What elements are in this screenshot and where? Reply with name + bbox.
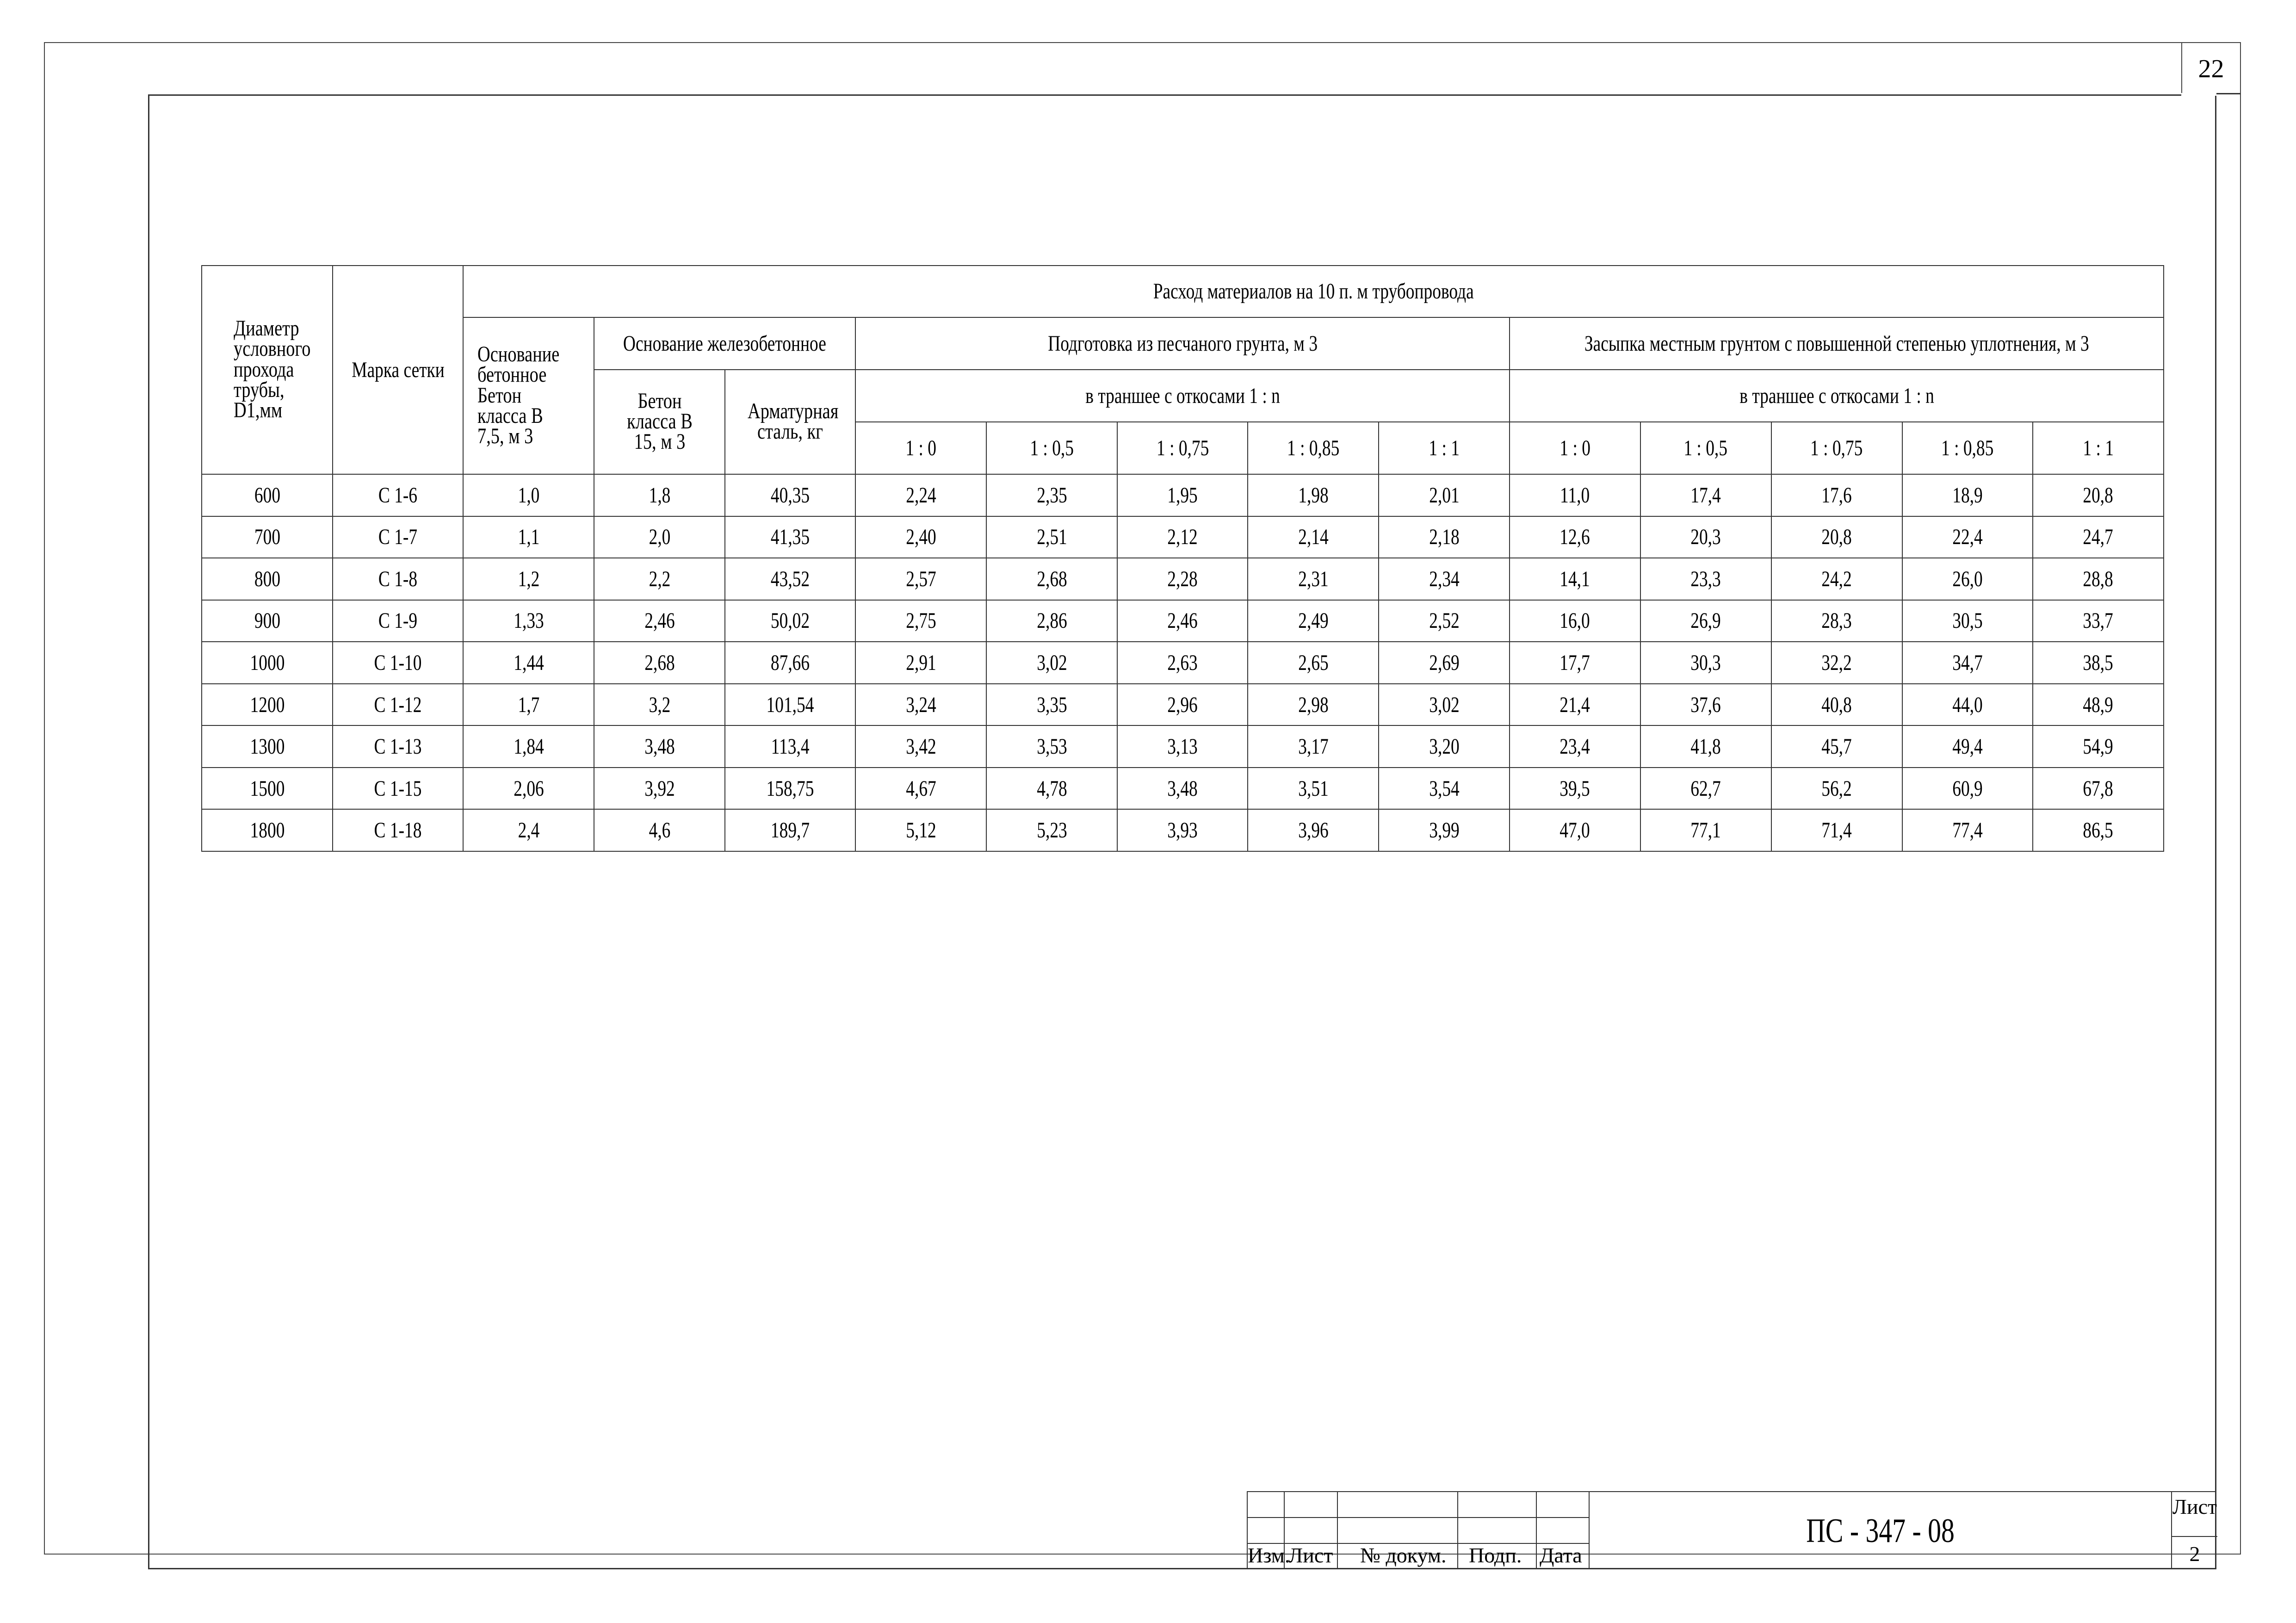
header-rc-steel: Арматурная сталь, кг: [725, 370, 855, 474]
slope-header: 1 : 0,75: [1771, 422, 1902, 474]
table-cell: 1300: [202, 725, 333, 768]
table-cell: 24,2: [1771, 558, 1902, 600]
table-cell: 113,4: [725, 725, 855, 768]
revision-grid: [1247, 1491, 1589, 1569]
table-cell: 3,02: [986, 642, 1117, 684]
table-cell: 24,7: [2033, 516, 2164, 558]
table-cell: 1,1: [463, 516, 594, 558]
table-cell: 56,2: [1771, 768, 1902, 810]
table-cell: 3,53: [986, 725, 1117, 768]
slope-header: 1 : 0,85: [1248, 422, 1379, 474]
table-cell: 37,6: [1640, 684, 1771, 726]
table-cell: 2,51: [986, 516, 1117, 558]
header-rc-concrete: Бетон класса В 15, м 3: [594, 370, 725, 474]
table-row: [202, 558, 2164, 600]
table-cell: 2,46: [1117, 600, 1248, 642]
table-cell: 3,02: [1379, 684, 1510, 726]
table-row: [202, 516, 2164, 558]
table-cell: 34,7: [1902, 642, 2033, 684]
slope-header: 1 : 0,75: [1117, 422, 1248, 474]
table-cell: 158,75: [725, 768, 855, 810]
table-cell: 5,12: [855, 809, 986, 851]
table-cell: 2,57: [855, 558, 986, 600]
table-cell: С 1-10: [333, 642, 463, 684]
sheet-box: [2171, 1491, 2216, 1569]
table-cell: 2,34: [1379, 558, 1510, 600]
table-cell: 700: [202, 516, 333, 558]
table-cell: 20,8: [1771, 516, 1902, 558]
header-backfill: Засыпка местным грунтом с повышенной степенью уплотнения, м 3: [1510, 317, 2164, 370]
table-cell: 22,4: [1902, 516, 2033, 558]
table-cell: 2,86: [986, 600, 1117, 642]
table-cell: 2,06: [463, 768, 594, 810]
table-cell: 2,01: [1379, 474, 1510, 516]
table-cell: 2,28: [1117, 558, 1248, 600]
table-cell: 41,35: [725, 516, 855, 558]
table-cell: 21,4: [1510, 684, 1640, 726]
table-cell: 17,4: [1640, 474, 1771, 516]
table-cell: 101,54: [725, 684, 855, 726]
table-cell: 2,69: [1379, 642, 1510, 684]
label-doc: № докум.: [1360, 1543, 1447, 1567]
table-cell: 1,8: [594, 474, 725, 516]
table-row: [202, 684, 2164, 726]
table-cell: 3,2: [594, 684, 725, 726]
table-row: [202, 725, 2164, 768]
table-cell: 44,0: [1902, 684, 2033, 726]
header-mesh: Марка сетки: [333, 266, 463, 474]
slope-header: 1 : 1: [1379, 422, 1510, 474]
table-cell: 900: [202, 600, 333, 642]
table-cell: 77,1: [1640, 809, 1771, 851]
table-cell: 1,2: [463, 558, 594, 600]
table-cell: 2,75: [855, 600, 986, 642]
table-cell: 60,9: [1902, 768, 2033, 810]
table-cell: 3,48: [1117, 768, 1248, 810]
table-cell: 3,51: [1248, 768, 1379, 810]
table-cell: 77,4: [1902, 809, 2033, 851]
table-cell: 1,33: [463, 600, 594, 642]
table-cell: 2,14: [1248, 516, 1379, 558]
table-cell: 39,5: [1510, 768, 1640, 810]
table-cell: С 1-7: [333, 516, 463, 558]
table-row: [202, 600, 2164, 642]
table-cell: 189,7: [725, 809, 855, 851]
table-cell: 3,99: [1379, 809, 1510, 851]
table-cell: 49,4: [1902, 725, 2033, 768]
table-cell: 1200: [202, 684, 333, 726]
header-rc-base: Основание железобетонное: [594, 317, 855, 370]
table-cell: 54,9: [2033, 725, 2164, 768]
table-cell: 2,0: [594, 516, 725, 558]
label-sheet: Лист: [1288, 1543, 1333, 1567]
table-cell: 3,42: [855, 725, 986, 768]
table-cell: 3,35: [986, 684, 1117, 726]
table-cell: 3,96: [1248, 809, 1379, 851]
table-cell: 48,9: [2033, 684, 2164, 726]
table-cell: 3,17: [1248, 725, 1379, 768]
header-trench-backfill: в траншее с откосами 1 : n: [1510, 370, 2164, 422]
table-cell: 3,48: [594, 725, 725, 768]
table-cell: 17,6: [1771, 474, 1902, 516]
table-cell: 23,4: [1510, 725, 1640, 768]
table-cell: 28,3: [1771, 600, 1902, 642]
table-cell: 2,12: [1117, 516, 1248, 558]
table-cell: 28,8: [2033, 558, 2164, 600]
table-cell: 40,35: [725, 474, 855, 516]
table-cell: 2,40: [855, 516, 986, 558]
table-body: [202, 474, 2164, 851]
table-cell: 1,0: [463, 474, 594, 516]
slope-header: 1 : 0,5: [1640, 422, 1771, 474]
table-cell: 1000: [202, 642, 333, 684]
table-cell: 17,7: [1510, 642, 1640, 684]
header-sand: Подготовка из песчаного грунта, м 3: [855, 317, 1510, 370]
table-cell: С 1-8: [333, 558, 463, 600]
table-cell: 3,54: [1379, 768, 1510, 810]
table-cell: 14,1: [1510, 558, 1640, 600]
table-cell: 1,95: [1117, 474, 1248, 516]
table-cell: 1,84: [463, 725, 594, 768]
table-cell: 47,0: [1510, 809, 1640, 851]
table-cell: С 1-12: [333, 684, 463, 726]
table-cell: 41,8: [1640, 725, 1771, 768]
table-cell: С 1-13: [333, 725, 463, 768]
table-cell: 2,24: [855, 474, 986, 516]
table-cell: 11,0: [1510, 474, 1640, 516]
table-cell: 20,3: [1640, 516, 1771, 558]
table-cell: 30,3: [1640, 642, 1771, 684]
table-cell: 26,9: [1640, 600, 1771, 642]
table-cell: 2,18: [1379, 516, 1510, 558]
table-cell: 2,4: [463, 809, 594, 851]
table-cell: С 1-15: [333, 768, 463, 810]
table-cell: 32,2: [1771, 642, 1902, 684]
table-cell: 3,20: [1379, 725, 1510, 768]
table-cell: 2,91: [855, 642, 986, 684]
table-cell: 2,2: [594, 558, 725, 600]
table-cell: 2,46: [594, 600, 725, 642]
table-cell: 26,0: [1902, 558, 2033, 600]
table-cell: 4,6: [594, 809, 725, 851]
table-cell: 33,7: [2033, 600, 2164, 642]
table-cell: 3,24: [855, 684, 986, 726]
materials-table: [201, 265, 2164, 852]
table-cell: 67,8: [2033, 768, 2164, 810]
table-cell: С 1-9: [333, 600, 463, 642]
sheet-number: 2: [2172, 1536, 2217, 1566]
table-cell: 2,49: [1248, 600, 1379, 642]
table-row: [202, 474, 2164, 516]
table-cell: 86,5: [2033, 809, 2164, 851]
table-cell: 3,92: [594, 768, 725, 810]
slope-header: 1 : 0: [1510, 422, 1640, 474]
table-cell: 30,5: [1902, 600, 2033, 642]
slope-header: 1 : 0,85: [1902, 422, 2033, 474]
table-cell: 2,35: [986, 474, 1117, 516]
table-cell: С 1-6: [333, 474, 463, 516]
slope-header: 1 : 0,5: [986, 422, 1117, 474]
table-cell: 16,0: [1510, 600, 1640, 642]
table-cell: 1800: [202, 809, 333, 851]
label-change: Изм.: [1248, 1543, 1290, 1567]
table-cell: 4,67: [855, 768, 986, 810]
table-row: [202, 809, 2164, 851]
table-cell: 5,23: [986, 809, 1117, 851]
table-cell: 43,52: [725, 558, 855, 600]
table-cell: 38,5: [2033, 642, 2164, 684]
document-code: ПС - 347 - 08: [1589, 1491, 2171, 1569]
table-row: [202, 768, 2164, 810]
table-row: [202, 642, 2164, 684]
page-number: 22: [2181, 42, 2241, 94]
table-cell: 1,7: [463, 684, 594, 726]
table-cell: 12,6: [1510, 516, 1640, 558]
table-cell: 45,7: [1771, 725, 1902, 768]
table-cell: 50,02: [725, 600, 855, 642]
table-cell: 2,68: [594, 642, 725, 684]
table-cell: 2,65: [1248, 642, 1379, 684]
table-cell: 2,96: [1117, 684, 1248, 726]
sheet-label: Лист: [2172, 1495, 2217, 1518]
slope-header: 1 : 1: [2033, 422, 2164, 474]
header-consumption: Расход материалов на 10 п. м трубопровода: [463, 266, 2164, 317]
table-cell: 600: [202, 474, 333, 516]
header-concrete-base: Основание бетонное Бетон класса В 7,5, м 3: [463, 317, 594, 474]
table-cell: С 1-18: [333, 809, 463, 851]
table-cell: 23,3: [1640, 558, 1771, 600]
table-cell: 2,98: [1248, 684, 1379, 726]
table-cell: 2,52: [1379, 600, 1510, 642]
table-cell: 20,8: [2033, 474, 2164, 516]
table-cell: 87,66: [725, 642, 855, 684]
table-cell: 1,98: [1248, 474, 1379, 516]
table-cell: 18,9: [1902, 474, 2033, 516]
table-cell: 40,8: [1771, 684, 1902, 726]
table-cell: 3,13: [1117, 725, 1248, 768]
title-block: [1247, 1491, 2216, 1569]
table-cell: 71,4: [1771, 809, 1902, 851]
table-cell: 62,7: [1640, 768, 1771, 810]
table-cell: 1500: [202, 768, 333, 810]
table-cell: 3,93: [1117, 809, 1248, 851]
header-diameter: Диаметр условного прохода трубы, D1,мм: [202, 266, 333, 474]
table-cell: 1,44: [463, 642, 594, 684]
label-sign: Подп.: [1469, 1543, 1522, 1567]
slope-header: 1 : 0: [855, 422, 986, 474]
table-cell: 2,31: [1248, 558, 1379, 600]
header-trench-sand: в траншее с откосами 1 : n: [855, 370, 1510, 422]
table-cell: 2,63: [1117, 642, 1248, 684]
table-cell: 4,78: [986, 768, 1117, 810]
label-date: Дата: [1540, 1543, 1582, 1567]
table-cell: 2,68: [986, 558, 1117, 600]
table-cell: 800: [202, 558, 333, 600]
